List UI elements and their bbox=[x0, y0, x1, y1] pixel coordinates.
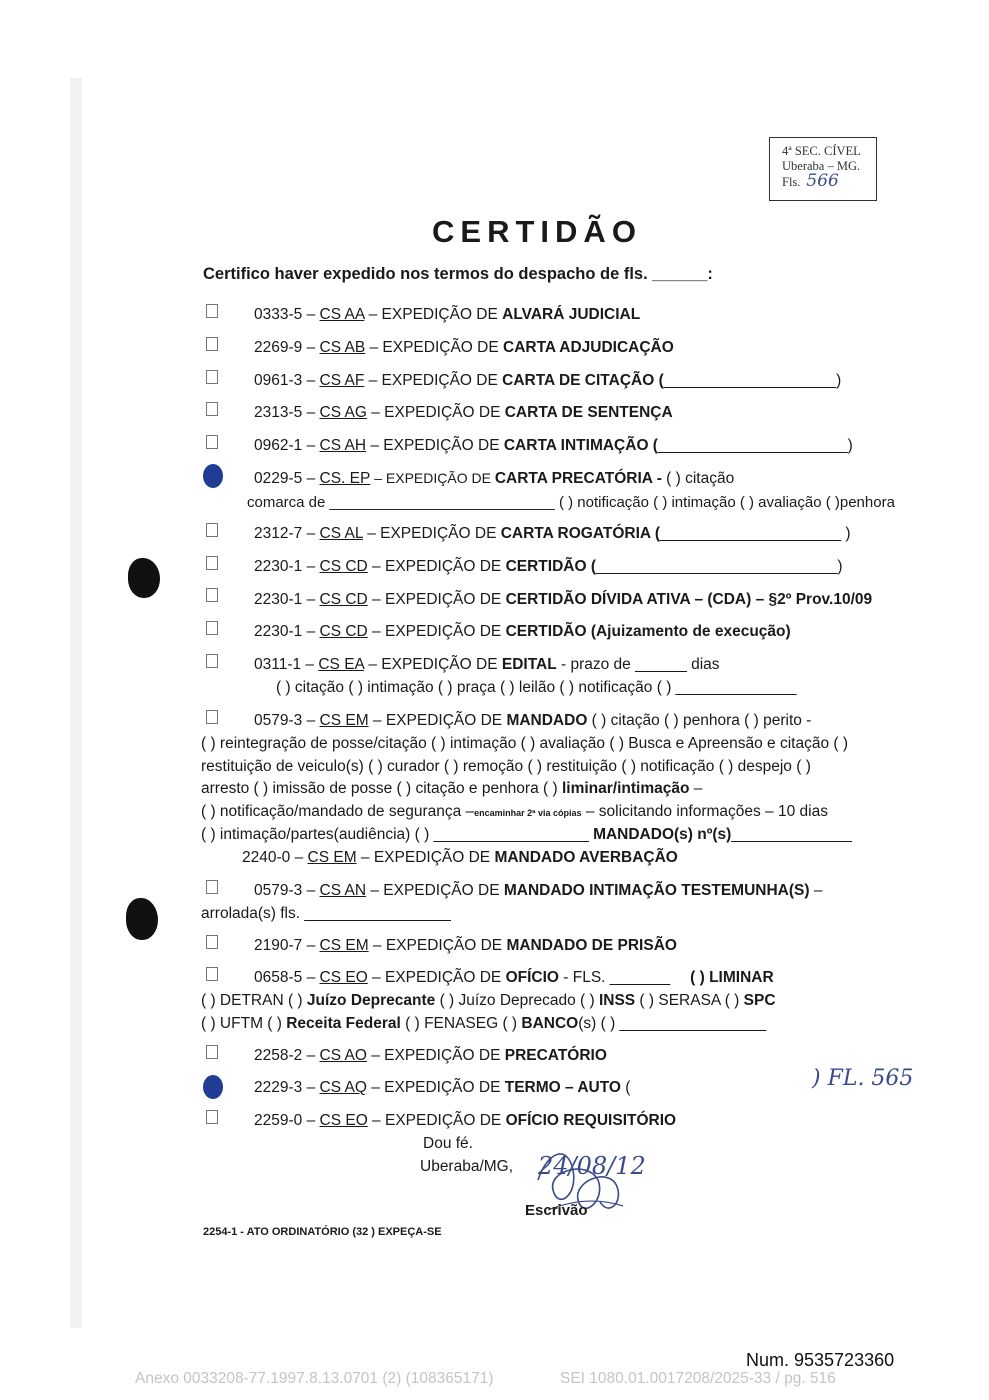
document-number: Num. 9535723360 bbox=[746, 1350, 895, 1370]
item-11: 0311-1 – CS EA – EXPEDIÇÃO DE EDITAL - prazo de ______ dias bbox=[254, 656, 720, 673]
item-12-line-2: ( ) reintegração de posse/citação ( ) intimação ( ) avaliação ( ) Busca e Apreensão e citação ( ) bbox=[201, 735, 848, 752]
stamp-fls-label: Fls. bbox=[782, 175, 801, 189]
item-4: 2313-5 – CS AG – EXPEDIÇÃO DE CARTA DE SENTENÇA bbox=[254, 404, 673, 421]
item-14-details: arrolada(s) fls. _________________ bbox=[201, 905, 451, 922]
item-2: 2269-9 – CS AB – EXPEDIÇÃO DE CARTA ADJUDICAÇÃO bbox=[254, 339, 674, 356]
handwritten-date: 24/08/12 bbox=[538, 1152, 646, 1180]
item-6-details: comarca de ___________________________ ( ) notificação ( ) intimação ( ) avaliação ( )penhora bbox=[247, 494, 895, 511]
stamp-line-1: 4ª SEC. CÍVEL bbox=[782, 144, 861, 158]
item-12-line-4: arresto ( ) imissão de posse ( ) citação e penhora ( ) liminar/intimação – bbox=[201, 780, 703, 797]
checkbox-item-7 bbox=[206, 523, 218, 537]
item-16-line-2: ( ) DETRAN ( ) Juízo Deprecante ( ) Juízo Deprecado ( ) INSS ( ) SERASA ( ) SPC bbox=[201, 992, 776, 1009]
item-12: 0579-3 – CS EM – EXPEDIÇÃO DE MANDADO ( ) citação ( ) penhora ( ) perito - bbox=[254, 712, 812, 729]
scan-margin-shadow bbox=[70, 78, 82, 1328]
item-19: 2259-0 – CS EO – EXPEDIÇÃO DE OFÍCIO REQUISITÓRIO bbox=[254, 1112, 677, 1129]
item-11-details: ( ) citação ( ) intimação ( ) praça ( ) leilão ( ) notificação ( ) ______________ bbox=[276, 679, 797, 696]
item-7: 2312-7 – CS AL – EXPEDIÇÃO DE CARTA ROGATÓRIA (_____________________ ) bbox=[254, 525, 851, 542]
court-stamp bbox=[769, 137, 877, 201]
ink-blot-1 bbox=[128, 558, 160, 598]
checkbox-item-14 bbox=[206, 880, 218, 894]
intro-text: Certifico haver expedido nos termos do despacho de fls. ______: bbox=[203, 265, 713, 283]
item-13: 2240-0 – CS EM – EXPEDIÇÃO DE MANDADO AVERBAÇÃO bbox=[242, 849, 678, 866]
item-3: 0961-3 – CS AF – EXPEDIÇÃO DE CARTA DE CITAÇÃO (____________________) bbox=[254, 372, 842, 389]
checkbox-item-2 bbox=[206, 337, 218, 351]
checkbox-item-4 bbox=[206, 402, 218, 416]
checkbox-item-12 bbox=[206, 710, 218, 724]
item-16-line-3: ( ) UFTM ( ) Receita Federal ( ) FENASEG ( ) BANCO(s) ( ) _________________ bbox=[201, 1015, 767, 1032]
checkbox-item-8 bbox=[206, 556, 218, 570]
checkbox-item-15 bbox=[206, 935, 218, 949]
checkbox-item-11 bbox=[206, 654, 218, 668]
closing-place: Uberaba/MG, bbox=[420, 1158, 514, 1175]
checked-mark-item-18 bbox=[203, 1075, 223, 1099]
item-15: 2190-7 – CS EM – EXPEDIÇÃO DE MANDADO DE PRISÃO bbox=[254, 937, 677, 954]
item-12-line-3: restituição de veiculo(s) ( ) curador ( ) remoção ( ) restituição ( ) notificação ( ) despejo ( ) bbox=[201, 758, 811, 775]
checkbox-item-5 bbox=[206, 435, 218, 449]
item-17: 2258-2 – CS AO – EXPEDIÇÃO DE PRECATÓRIO bbox=[254, 1047, 607, 1064]
document-title: CERTIDÃO bbox=[432, 214, 642, 249]
item-9: 2230-1 – CS CD – EXPEDIÇÃO DE CERTIDÃO DÍVIDA ATIVA – (CDA) – §2º Prov.10/09 bbox=[254, 591, 873, 608]
sei-reference: SEI 1080.01.0017208/2025-33 / pg. 516 bbox=[560, 1370, 836, 1387]
item-6: 0229-5 – CS. EP – EXPEDIÇÃO DE CARTA PRECATÓRIA - ( ) citação bbox=[254, 470, 735, 487]
checkbox-item-10 bbox=[206, 621, 218, 635]
item-18: 2229-3 – CS AQ – EXPEDIÇÃO DE TERMO – AUTO ( bbox=[254, 1079, 631, 1096]
stamp-fls-number: 566 bbox=[806, 171, 839, 191]
ink-blot-2 bbox=[126, 898, 158, 940]
checkbox-item-9 bbox=[206, 588, 218, 602]
checked-mark-item-6 bbox=[203, 464, 223, 488]
handwritten-fl-565: ) FL. 565 bbox=[812, 1066, 914, 1091]
dou-fe: Dou fé. bbox=[423, 1135, 473, 1152]
item-10: 2230-1 – CS CD – EXPEDIÇÃO DE CERTIDÃO (Ajuizamento de execução) bbox=[254, 623, 791, 640]
item-1: 0333-5 – CS AA – EXPEDIÇÃO DE ALVARÁ JUDICIAL bbox=[254, 306, 641, 323]
item-16: 0658-5 – CS EO – EXPEDIÇÃO DE OFÍCIO - FLS. _______ ( ) LIMINAR bbox=[254, 969, 774, 986]
item-12-line-5: ( ) notificação/mandado de segurança –encaminhar 2ª via cópias – solicitando informações – 10 dias bbox=[201, 803, 828, 820]
escrivao-label: Escrivão bbox=[525, 1202, 588, 1219]
checkbox-item-16 bbox=[206, 967, 218, 981]
item-8: 2230-1 – CS CD – EXPEDIÇÃO DE CERTIDÃO (____________________________) bbox=[254, 558, 843, 575]
item-14: 0579-3 – CS AN – EXPEDIÇÃO DE MANDADO INTIMAÇÃO TESTEMUNHA(S) – bbox=[254, 882, 823, 899]
item-5: 0962-1 – CS AH – EXPEDIÇÃO DE CARTA INTIMAÇÃO (______________________) bbox=[254, 437, 853, 454]
checkbox-item-1 bbox=[206, 304, 218, 318]
ato-ordinatorio-footer: 2254-1 - ATO ORDINATÓRIO (32 ) EXPEÇA-SE bbox=[203, 1226, 442, 1238]
checkbox-item-17 bbox=[206, 1045, 218, 1059]
item-12-line-6: ( ) intimação/partes(audiência) ( ) __________________ MANDADO(s) nº(s)______________ bbox=[201, 826, 853, 843]
checkbox-item-3 bbox=[206, 370, 218, 384]
checkbox-item-19 bbox=[206, 1110, 218, 1124]
stamp-line-2: Uberaba – MG. bbox=[782, 159, 861, 173]
anexo-reference: Anexo 0033208-77.1997.8.13.0701 (2) (108365171) bbox=[135, 1370, 494, 1387]
